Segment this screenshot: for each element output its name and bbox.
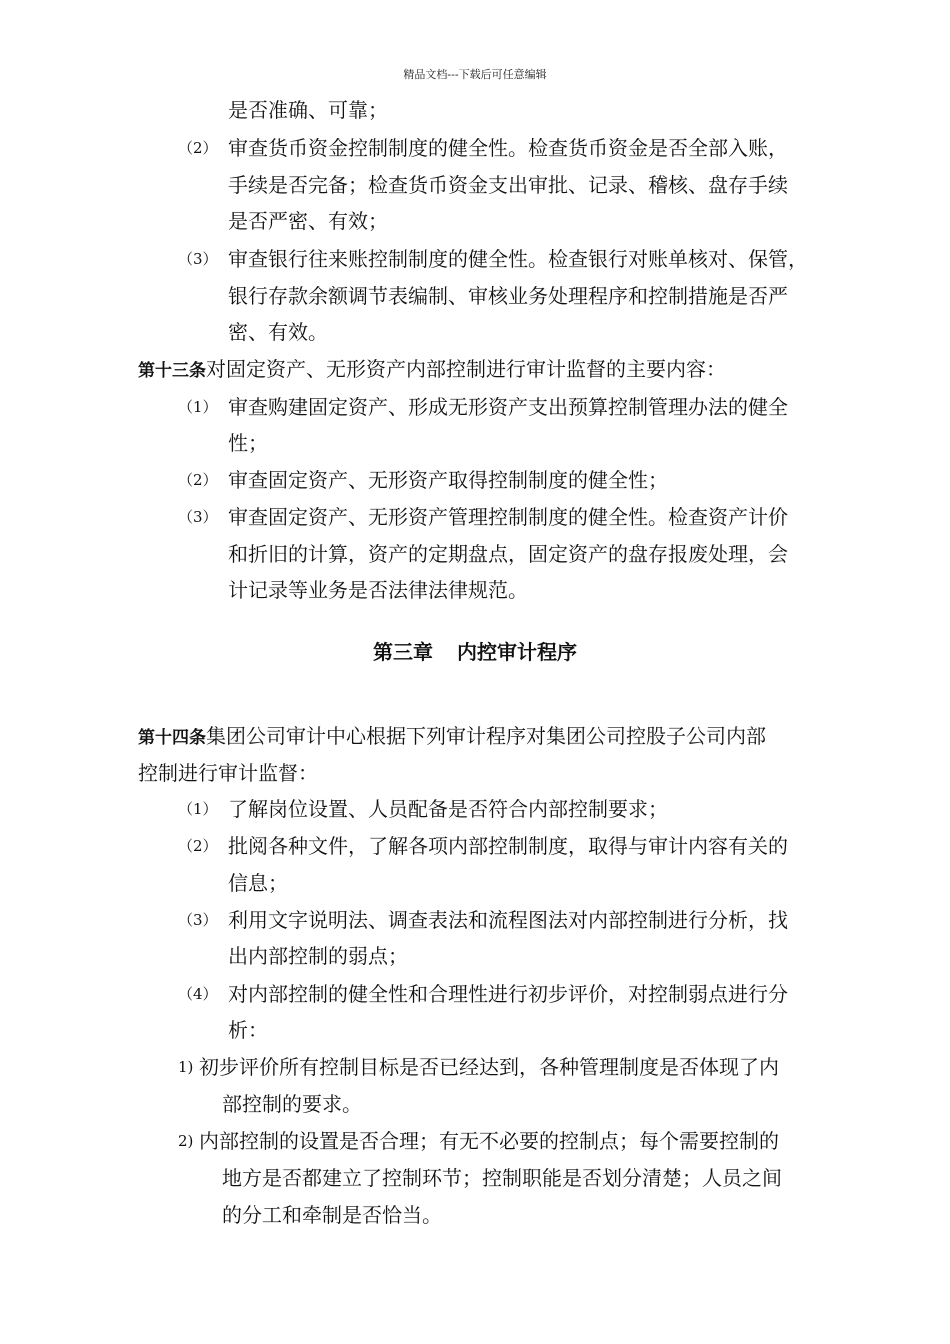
text-line: 对内部控制的健全性和合理性进行初步评价，对控制弱点进行分 — [228, 982, 788, 1006]
subitem-number: 2) — [178, 1132, 194, 1150]
text-line: 出内部控制的弱点； — [228, 944, 408, 968]
article-13 — [138, 357, 726, 383]
text-line: 审查固定资产、无形资产管理控制制度的健全性。检查资产计价 — [228, 505, 788, 529]
text-line: 批阅各种文件，了解各项内部控制制度，取得与审计内容有关的 — [228, 834, 788, 858]
text-line: 计记录等业务是否法律法律规范。 — [228, 578, 528, 602]
article-text: 对固定资产、无形资产内部控制进行审计监督的主要内容： — [206, 357, 726, 381]
page-header-watermark: 精品文档---下载后可任意编辑 — [403, 68, 547, 81]
chapter-heading — [0, 640, 950, 664]
article-14 — [138, 724, 766, 750]
text-line: 审查购建固定资产、形成无形资产支出预算控制管理办法的健全 — [228, 395, 788, 419]
text-line: 审查货币资金控制制度的健全性。检查货币资金是否全部入账， — [228, 136, 788, 160]
text-line: 地方是否都建立了控制环节；控制职能是否划分清楚；人员之间 — [222, 1166, 782, 1190]
text-line: 利用文字说明法、调查表法和流程图法对内部控制进行分析，找 — [228, 908, 788, 932]
item-number: （2） — [178, 139, 218, 157]
text-line: 内部控制的设置是否合理；有无不必要的控制点；每个需要控制的 — [199, 1129, 779, 1153]
text-line: 析： — [228, 1018, 268, 1042]
text-line: 初步评价所有控制目标是否已经达到，各种管理制度是否体现了内 — [199, 1055, 779, 1079]
item-number: （1） — [178, 800, 218, 818]
text-line: 信息； — [228, 871, 288, 895]
text-line: 和折旧的计算，资产的定期盘点，固定资产的盘存报废处理，会 — [228, 542, 788, 566]
item-number: （3） — [178, 508, 218, 526]
text-line: 银行存款余额调节表编制、审核业务处理程序和控制措施是否严 — [228, 284, 788, 308]
text-line: 审查固定资产、无形资产取得控制制度的健全性； — [228, 468, 668, 492]
article-label: 第十三条 — [138, 361, 206, 381]
text-line: 是否准确、可靠； — [228, 98, 388, 122]
text-line: 了解岗位设置、人员配备是否符合内部控制要求； — [228, 797, 668, 821]
text-line: 的分工和牵制是否恰当。 — [222, 1203, 442, 1227]
article-label: 第十四条 — [138, 728, 206, 748]
item-number: （2） — [178, 837, 218, 855]
item-number: （1） — [178, 398, 218, 416]
text-line: 审查银行往来账控制制度的健全性。检查银行对账单核对、保管， — [228, 247, 808, 271]
text-line: 控制进行审计监督： — [138, 761, 318, 785]
chapter-number: 第三章 — [373, 640, 433, 664]
item-number: （4） — [178, 985, 218, 1003]
subitem-number: 1) — [178, 1058, 194, 1076]
text-line: 是否严密、有效； — [228, 209, 388, 233]
text-line: 部控制的要求。 — [222, 1092, 362, 1116]
text-line: 性； — [228, 431, 268, 455]
item-number: （3） — [178, 911, 218, 929]
text-line: 手续是否完备；检查货币资金支出审批、记录、稽核、盘存手续 — [228, 173, 788, 197]
item-number: （3） — [178, 250, 218, 268]
item-number: （2） — [178, 471, 218, 489]
text-line: 密、有效。 — [228, 320, 328, 344]
chapter-title: 内控审计程序 — [457, 640, 577, 664]
article-text: 集团公司审计中心根据下列审计程序对集团公司控股子公司内部 — [206, 724, 766, 748]
